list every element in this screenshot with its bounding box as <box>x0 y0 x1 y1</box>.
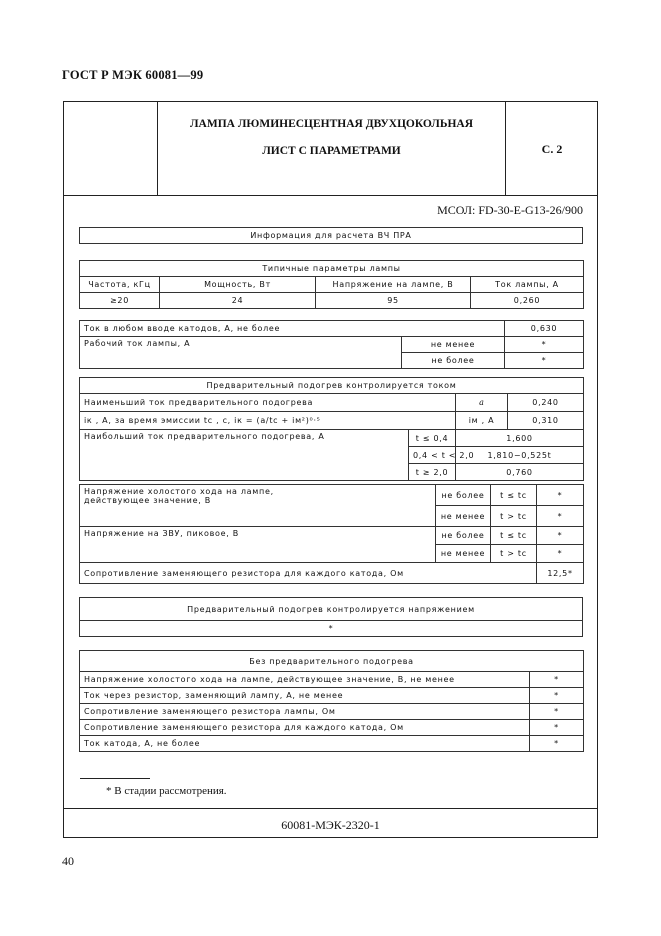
zvu-value-2: * <box>537 545 584 563</box>
typical-header-power: Мощность, Вт <box>160 277 316 293</box>
ocv-label-line-1: Напряжение холостого хода на лампе, <box>84 487 274 496</box>
zvu-value-1: * <box>537 527 584 545</box>
max-preheat-cond-3: t ≥ 2,0 <box>409 464 456 481</box>
no-preheat-row-value: * <box>530 720 584 736</box>
zvu-max-label: не более <box>436 527 491 545</box>
no-preheat-row-label: Напряжение холостого хода на лампе, действующее значение, В, не менее <box>80 672 530 688</box>
typical-value-current: 0,260 <box>471 293 584 309</box>
zvu-cond-2: t > tс <box>491 545 537 563</box>
no-preheat-row-value: * <box>530 672 584 688</box>
a-value: 0,240 <box>508 394 584 412</box>
info-table <box>79 227 583 244</box>
typical-header-frequency: Частота, кГц <box>80 277 160 293</box>
no-preheat-row-value: * <box>530 688 584 704</box>
voltage-preheat-table <box>79 597 583 637</box>
no-preheat-row-label: Сопротивление заменяющего резистора для каждого катода, Ом <box>80 720 530 736</box>
no-preheat-row-label: Сопротивление заменяющего резистора лампы, Ом <box>80 704 530 720</box>
footnote-rule <box>80 778 150 779</box>
typical-caption: Типичные параметры лампы <box>80 261 584 277</box>
max-preheat-value-1: 1,600 <box>456 430 584 447</box>
current-table <box>79 320 584 369</box>
typical-header-voltage: Напряжение на лампе, В <box>316 277 471 293</box>
typical-value-voltage: 95 <box>316 293 471 309</box>
no-preheat-caption: Без предварительного подогрева <box>80 651 584 672</box>
a-label: a <box>456 394 508 412</box>
voltage-preheat-value: * <box>80 621 583 637</box>
typical-params-table <box>79 260 584 309</box>
working-current-max-label: не более <box>402 353 505 369</box>
current-preheat-caption: Предварительный подогрев контролируется током <box>80 378 584 394</box>
document-title: ГОСТ Р МЭК 60081—99 <box>62 68 204 82</box>
any-cathode-current-value: 0,630 <box>505 321 584 337</box>
im-label: iм , А <box>456 412 508 430</box>
cathode-resistor-value: 12,5* <box>537 563 584 584</box>
footer-divider <box>63 808 598 809</box>
lamp-title: ЛАМПА ЛЮМИНЕСЦЕНТНАЯ ДВУХЦОКОЛЬНАЯ <box>189 118 474 130</box>
no-preheat-row-value: * <box>530 736 584 752</box>
ocv-value-2: * <box>537 506 584 527</box>
info-caption: Информация для расчета ВЧ ПРА <box>80 228 583 244</box>
typical-value-power: 24 <box>160 293 316 309</box>
header-divider <box>63 195 598 196</box>
typical-value-frequency: ≥20 <box>80 293 160 309</box>
no-preheat-row-label: Ток через резистор, заменяющий лампу, А, не менее <box>80 688 530 704</box>
no-preheat-table <box>79 650 584 752</box>
ocv-min-label: не менее <box>436 506 491 527</box>
zvu-min-label: не менее <box>436 545 491 563</box>
im-value: 0,310 <box>508 412 584 430</box>
zvu-label: Напряжение на ЗВУ, пиковое, В <box>80 527 436 563</box>
voltage-table <box>79 484 584 584</box>
ocv-value-1: * <box>537 485 584 506</box>
no-preheat-row-value: * <box>530 704 584 720</box>
current-preheat-table <box>79 377 584 481</box>
working-current-label: Рабочий ток лампы, А <box>80 337 402 369</box>
working-current-max-value: * <box>505 353 584 369</box>
voltage-preheat-caption: Предварительный подогрев контролируется напряжением <box>80 598 583 621</box>
max-preheat-cond-1: t ≤ 0,4 <box>409 430 456 447</box>
lamp-designation: МСОЛ: FD-30-E-G13-26/900 <box>437 203 583 217</box>
working-current-min-value: * <box>505 337 584 353</box>
page-number: 40 <box>62 854 74 868</box>
no-preheat-row-label: Ток катода, А, не более <box>80 736 530 752</box>
max-preheat-cond-2: 0,4 < t < 2,0 <box>409 447 456 464</box>
sheet-number: С. 2 <box>541 142 563 156</box>
ocv-cond-2: t > tс <box>491 506 537 527</box>
typical-header-current: Ток лампы, А <box>471 277 584 293</box>
any-cathode-current-label: Ток в любом вводе катодов, А, не более <box>80 321 505 337</box>
max-preheat-value-2: 1,810−0,525t <box>456 447 584 464</box>
ocv-cond-1: t ≤ tс <box>491 485 537 506</box>
ocv-label-line-2: действующее значение, В <box>84 496 211 505</box>
footnote: * В стадии рассмотрения. <box>106 785 227 797</box>
min-preheat-formula: iк , А, за время эмиссии tс , с, iк = (a/tс + iм²)⁰·⁵ <box>80 412 456 430</box>
sheet-title: ЛИСТ С ПАРАМЕТРАМИ <box>262 145 401 157</box>
max-preheat-value-3: 0,760 <box>456 464 584 481</box>
working-current-min-label: не менее <box>402 337 505 353</box>
cathode-resistor-label: Сопротивление заменяющего резистора для каждого катода, Ом <box>80 563 537 584</box>
ocv-max-label: не более <box>436 485 491 506</box>
min-preheat-label: Наименьший ток предварительного подогрева <box>80 394 456 412</box>
ocv-label <box>80 485 436 527</box>
footer-code: 60081-МЭК-2320-1 <box>281 818 380 832</box>
max-preheat-label: Наибольший ток предварительного подогрева, А <box>80 430 409 481</box>
zvu-cond-1: t ≤ tс <box>491 527 537 545</box>
